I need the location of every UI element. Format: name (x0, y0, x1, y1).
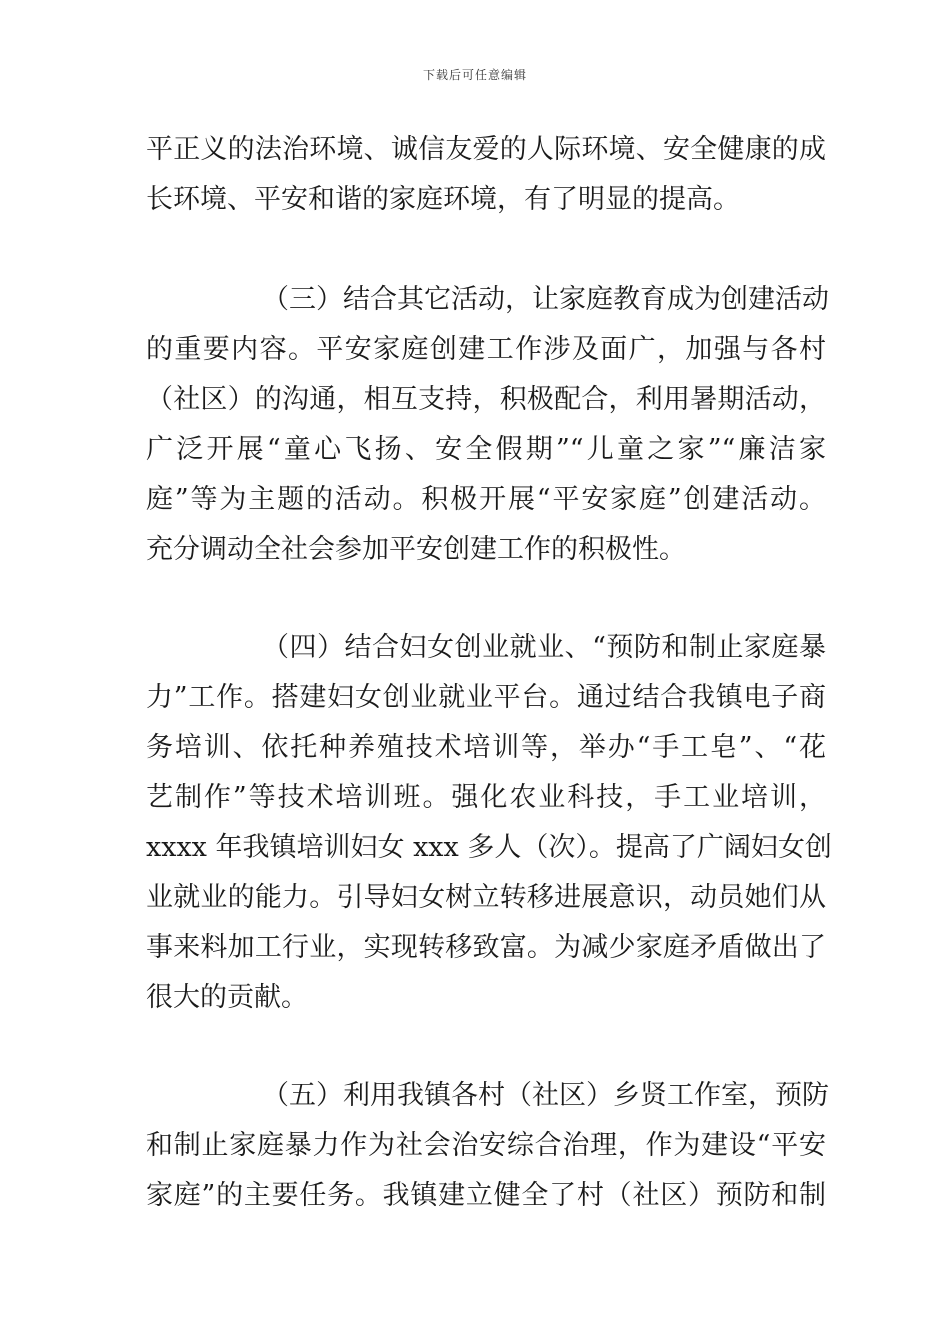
text-line: 家庭”的主要任务。我镇建立健全了村（社区）预防和制 (146, 1180, 826, 1211)
text-line: 很大的贡献。 (146, 982, 308, 1013)
text-line: 艺制作”等技术培训班。强化农业科技，手工业培训， (146, 782, 826, 813)
text-line: 业就业的能力。引导妇女树立转移进展意识，动员她们从 (146, 882, 826, 913)
text-line: 力”工作。搭建妇女创业就业平台。通过结合我镇电子商 (146, 682, 826, 713)
text-line: （社区）的沟通，相互支持，积极配合，利用暑期活动， (146, 384, 826, 415)
page-header: 下载后可任意编辑 (422, 68, 527, 82)
text-line: 平正义的法治环境、诚信友爱的人际环境、安全健康的成 (146, 134, 826, 165)
text-line: 充分调动全社会参加平安创建工作的积极性。 (146, 534, 686, 565)
text-line: 广泛开展“童心飞扬、安全假期”“儿童之家”“廉洁家 (146, 434, 826, 465)
text-line: （五）利用我镇各村（社区）乡贤工作室，预防 (262, 1080, 829, 1111)
text-line: 和制止家庭暴力作为社会治安综合治理，作为建设“平安 (146, 1130, 826, 1161)
text-line: （四）结合妇女创业就业、“预防和制止家庭暴 (262, 632, 826, 663)
text-line: 长环境、平安和谐的家庭环境，有了明显的提高。 (146, 184, 740, 215)
text-line: （三）结合其它活动，让家庭教育成为创建活动 (262, 284, 829, 315)
text-line: 务培训、依托种养殖技术培训等，举办“手工皂”、“花 (146, 732, 826, 763)
text-line: xxxx 年我镇培训妇女 xxx 多人（次）。提高了广阔妇女创 (146, 832, 832, 863)
text-line: 事来料加工行业，实现转移致富。为减少家庭矛盾做出了 (146, 932, 826, 963)
text-line: 的重要内容。平安家庭创建工作涉及面广，加强与各村 (146, 334, 826, 365)
text-line: 庭”等为主题的活动。积极开展“平安家庭”创建活动。 (146, 484, 826, 515)
